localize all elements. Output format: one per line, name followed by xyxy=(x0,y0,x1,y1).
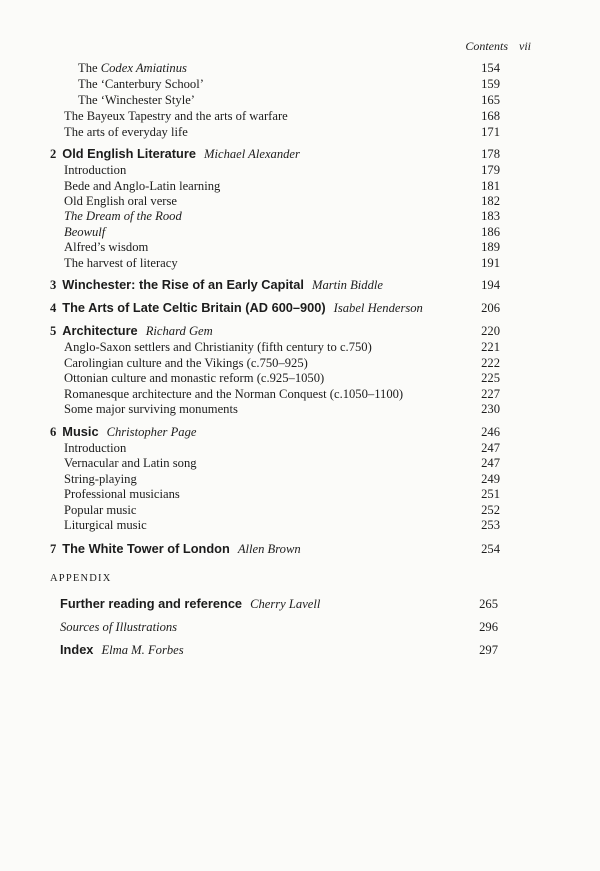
running-head-label: Contents xyxy=(465,39,508,53)
section-title: Further reading and reference xyxy=(60,596,243,611)
toc-entry-ch5-anglo xyxy=(64,339,500,355)
toc-entry-title xyxy=(64,486,180,502)
toc-entry-ch6-string xyxy=(64,471,500,487)
section-title: The arts of everyday life xyxy=(64,125,188,139)
chapter-title: Winchester: the Rise of an Early Capital xyxy=(62,277,304,292)
section-title: Carolingian culture and the Vikings (c.750–925) xyxy=(64,356,308,370)
page-number: 251 xyxy=(481,487,500,501)
running-head xyxy=(465,39,531,54)
toc-entry-index xyxy=(60,642,498,658)
toc-entry-ch6-popular xyxy=(64,502,500,518)
page-number: 230 xyxy=(481,402,500,416)
toc-entry-title xyxy=(50,146,300,162)
toc-entry-ch5-monuments xyxy=(64,401,500,417)
page-number: 296 xyxy=(479,620,498,634)
section-title: Ottonian culture and monastic reform (c.925–1050) xyxy=(64,371,325,385)
page-number: 252 xyxy=(481,503,500,517)
chapter-author: Allen Brown xyxy=(237,542,301,556)
toc-entry-sources xyxy=(60,619,498,635)
chapter-number: 2 xyxy=(50,147,57,161)
toc-entry-ch7 xyxy=(50,541,500,557)
section-title: Vernacular and Latin song xyxy=(64,456,197,470)
toc-entry-ch2-dream xyxy=(64,208,500,224)
page-number: 265 xyxy=(479,597,498,611)
chapter-title: Architecture xyxy=(62,323,138,338)
chapter-number: 4 xyxy=(50,301,57,315)
page-number: 154 xyxy=(481,61,500,75)
toc-entry-ch4 xyxy=(50,300,500,316)
toc-entry-title xyxy=(64,355,308,371)
section-title: The Bayeux Tapestry and the arts of warfare xyxy=(64,109,288,123)
section-title-italic: Beowulf xyxy=(64,225,106,239)
toc-entry-title xyxy=(60,596,320,612)
page-number: 165 xyxy=(481,93,500,107)
section-title: String-playing xyxy=(64,472,137,486)
toc-entry-title xyxy=(64,517,147,533)
toc-entry-title xyxy=(64,502,136,518)
section-title: Popular music xyxy=(64,503,137,517)
page-number: 206 xyxy=(481,301,500,315)
page-number: 183 xyxy=(481,209,500,223)
section-title: Some major surviving monuments xyxy=(64,402,238,416)
page-number: 181 xyxy=(481,179,500,193)
toc-entry-ch5-otto xyxy=(64,370,500,386)
page-number: 194 xyxy=(481,278,500,292)
chapter-number: 6 xyxy=(50,425,57,439)
section-title: The harvest of literacy xyxy=(64,256,178,270)
chapter-author: Elma M. Forbes xyxy=(101,643,184,657)
section-title-italic: Codex Amiatinus xyxy=(100,61,187,75)
toc-entry-title xyxy=(64,239,148,255)
toc-entry-title xyxy=(64,440,126,456)
toc-entry-title xyxy=(50,541,301,557)
page-number: 221 xyxy=(481,340,500,354)
toc-entry-title xyxy=(64,370,324,386)
chapter-number: 3 xyxy=(50,278,57,292)
page-number: 171 xyxy=(481,125,500,139)
toc-entry-ch2-alfred xyxy=(64,239,500,255)
section-title: Introduction xyxy=(64,441,127,455)
toc-entry-winchester-style xyxy=(78,92,500,108)
section-title: The xyxy=(78,61,101,75)
toc-entry-title xyxy=(64,208,182,224)
toc-entry-everyday xyxy=(64,124,500,140)
chapter-number: 5 xyxy=(50,324,57,338)
page-number: 247 xyxy=(481,456,500,470)
page-number: 191 xyxy=(481,256,500,270)
page-number: 168 xyxy=(481,109,500,123)
toc-entry-ch2 xyxy=(50,146,500,162)
section-title: Old English oral verse xyxy=(64,194,177,208)
section-title: Index xyxy=(60,642,94,657)
toc-entry-title xyxy=(64,401,238,417)
section-title: Liturgical music xyxy=(64,518,147,532)
toc-entry-ch2-beowulf xyxy=(64,224,500,240)
toc-entry-title xyxy=(64,255,178,271)
toc-entry-ch5-caro xyxy=(64,355,500,371)
page-number: 178 xyxy=(481,147,500,161)
toc-entry-ch6-intro xyxy=(64,440,500,456)
page-number: 220 xyxy=(481,324,500,338)
toc-entry-title xyxy=(64,178,220,194)
chapter-title: The Arts of Late Celtic Britain (AD 600–900) xyxy=(62,300,326,315)
section-title: Romanesque architecture and the Norman Conquest (c.1050–1100) xyxy=(64,387,404,401)
toc-entry-title xyxy=(64,339,372,355)
page-number: 246 xyxy=(481,425,500,439)
toc-entry-further xyxy=(60,596,498,612)
toc-entry-ch5 xyxy=(50,323,500,339)
section-title-italic: Sources of Illustrations xyxy=(60,620,178,634)
page-number: 227 xyxy=(481,387,500,401)
page-number: 186 xyxy=(481,225,500,239)
toc-entry-codex xyxy=(78,60,500,76)
page-number: 254 xyxy=(481,542,500,556)
section-title: Anglo-Saxon settlers and Christianity (fifth century to c.750) xyxy=(64,340,372,354)
toc-entry-ch5-roman xyxy=(64,386,500,402)
toc-entry-ch2-oral xyxy=(64,193,500,209)
toc-entry-title xyxy=(64,386,403,402)
toc-entry-title xyxy=(50,424,196,440)
chapter-title: The White Tower of London xyxy=(62,541,230,556)
chapter-author: Martin Biddle xyxy=(311,278,383,292)
toc-entry-title xyxy=(50,300,423,316)
chapter-author: Cherry Lavell xyxy=(250,597,321,611)
toc-entry-title xyxy=(64,162,126,178)
toc-entry-ch2-bede xyxy=(64,178,500,194)
toc-entry-title xyxy=(64,108,288,124)
page-number: 225 xyxy=(481,371,500,385)
toc-entry-title xyxy=(50,323,213,339)
page-number: 182 xyxy=(481,194,500,208)
chapter-author: Isabel Henderson xyxy=(333,301,423,315)
toc-entry-bayeux xyxy=(64,108,500,124)
toc-entry-ch3 xyxy=(50,277,500,293)
toc-entry-title xyxy=(60,619,177,635)
toc-entry-title xyxy=(64,124,188,140)
section-title: Introduction xyxy=(64,163,127,177)
page-number: 253 xyxy=(481,518,500,532)
section-title: The ‘Canterbury School’ xyxy=(78,77,204,91)
page-number: 189 xyxy=(481,240,500,254)
section-title: Professional musicians xyxy=(64,487,180,501)
toc-entry-title xyxy=(78,76,204,92)
toc-entry-title xyxy=(64,471,137,487)
toc-entry-title xyxy=(78,60,187,76)
chapter-author: Richard Gem xyxy=(145,324,213,338)
toc-entry-ch6-song xyxy=(64,455,500,471)
page-number: 179 xyxy=(481,163,500,177)
section-title: Alfred’s wisdom xyxy=(64,240,149,254)
toc-entry-ch2-harvest xyxy=(64,255,500,271)
page-number: 222 xyxy=(481,356,500,370)
toc-entry-title xyxy=(64,455,197,471)
page-number: 249 xyxy=(481,472,500,486)
chapter-author: Christopher Page xyxy=(106,425,197,439)
toc-entry-title xyxy=(64,224,105,240)
toc-entry-ch6-liturgical xyxy=(64,517,500,533)
chapter-title: Music xyxy=(62,424,99,439)
chapter-author: Michael Alexander xyxy=(203,147,300,161)
toc-entry-ch2-intro xyxy=(64,162,500,178)
chapter-title: Old English Literature xyxy=(62,146,196,161)
toc-entry-title xyxy=(50,277,383,293)
page-number: 297 xyxy=(479,643,498,657)
toc-entry-title xyxy=(60,642,184,658)
toc-entry-canterbury xyxy=(78,76,500,92)
toc-entry-title xyxy=(78,92,195,108)
appendix-heading: APPENDIX xyxy=(50,573,112,584)
toc-entry-ch6-prof xyxy=(64,486,500,502)
toc-entry-title xyxy=(64,193,177,209)
section-title-italic: The Dream of the Rood xyxy=(64,209,182,223)
section-title: Bede and Anglo-Latin learning xyxy=(64,179,221,193)
page-number: 247 xyxy=(481,441,500,455)
running-head-page: vii xyxy=(519,39,531,53)
chapter-number: 7 xyxy=(50,542,57,556)
section-title: The ‘Winchester Style’ xyxy=(78,93,195,107)
page-number: 159 xyxy=(481,77,500,91)
toc-entry-ch6 xyxy=(50,424,500,440)
